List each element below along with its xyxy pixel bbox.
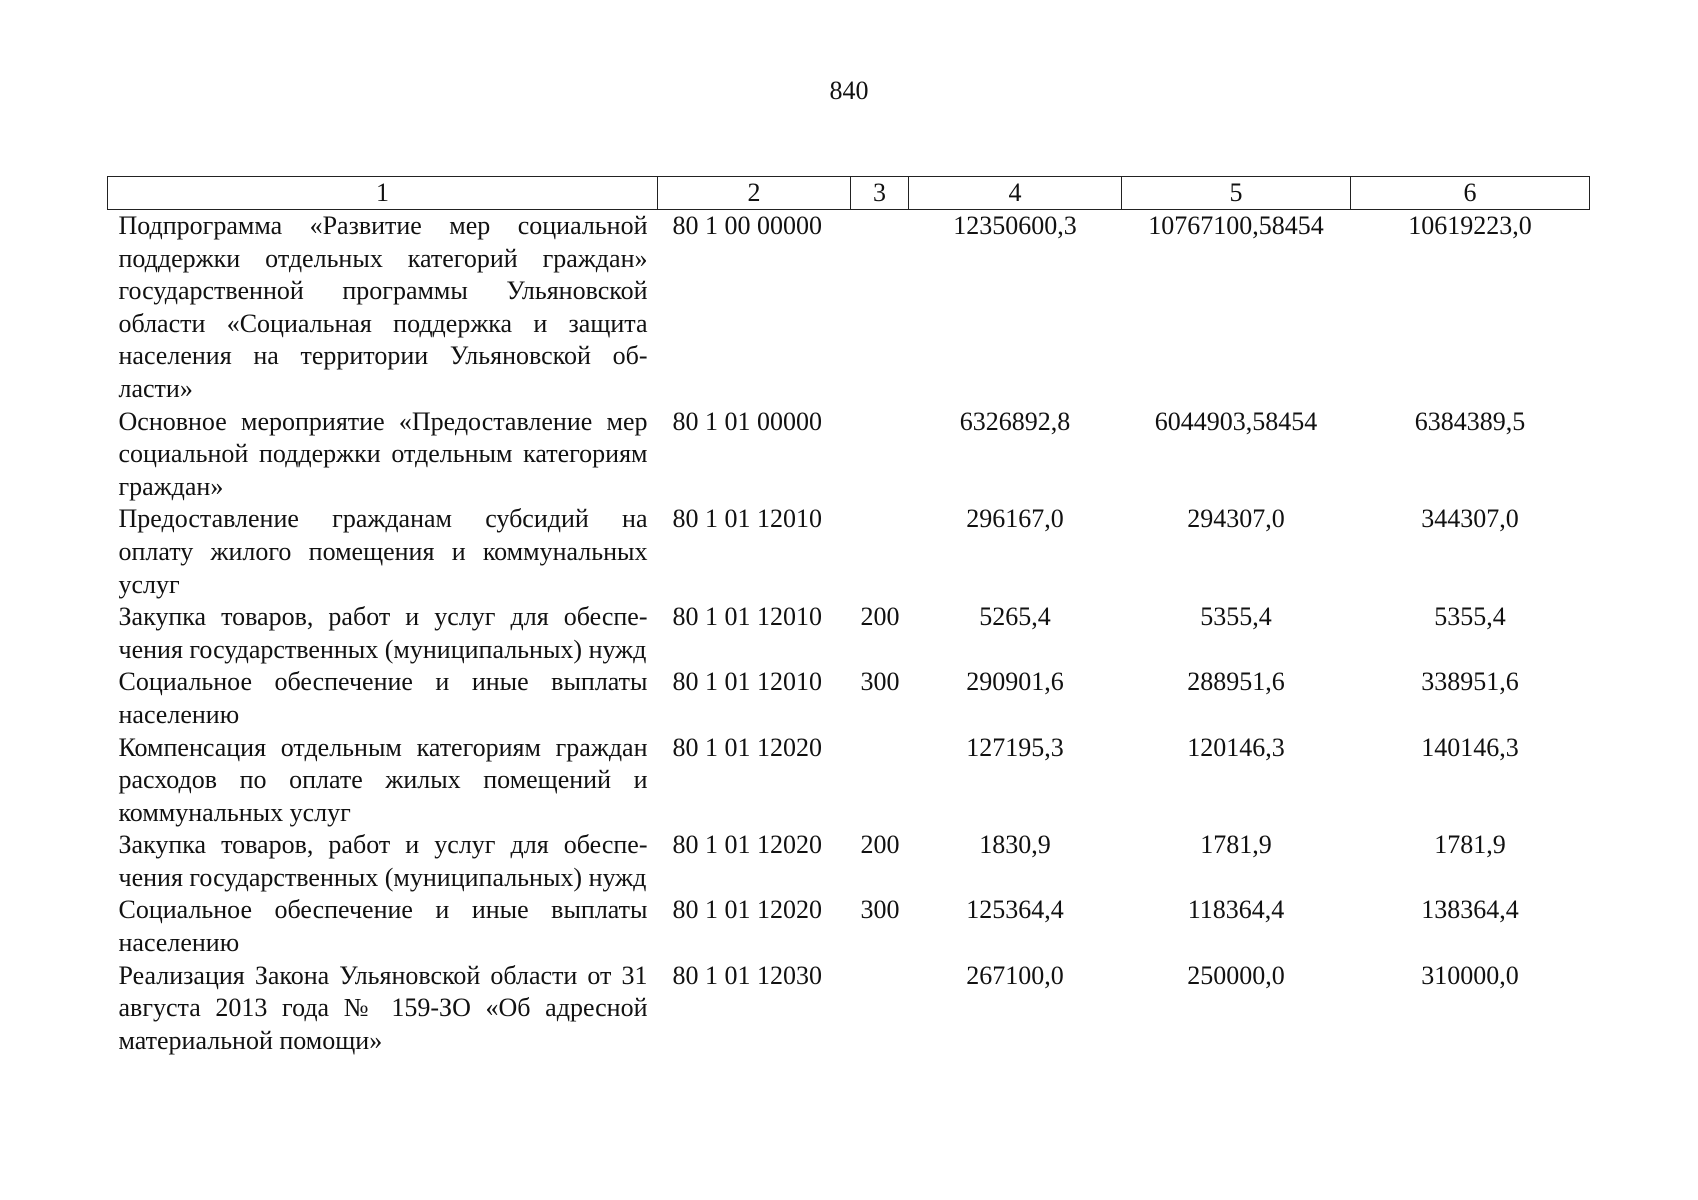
row-name: Компенсация отдельным категориям граждан расходов по оплате жилых помещений и коммунальных услуг <box>118 732 648 827</box>
row-expense-type: 300 <box>860 667 900 697</box>
row-value-col4: 1830,9 <box>979 830 1051 860</box>
row-code: 80 1 00 00000 <box>672 211 822 240</box>
budget-table <box>107 176 1590 1057</box>
row-expense-type <box>851 732 909 830</box>
row-value-col6: 140146,3 <box>1421 732 1519 762</box>
row-value-col5: 288951,6 <box>1187 667 1285 697</box>
row-name: Социальное обеспечение и иные выплаты населению <box>118 895 648 958</box>
row-value-col6: 310000,0 <box>1421 960 1519 990</box>
column-header-2: 2 <box>658 177 851 210</box>
table-row <box>108 666 1590 731</box>
row-code: 80 1 01 12020 <box>672 830 822 860</box>
row-value-col4: 12350600,3 <box>953 211 1077 240</box>
row-name: Подпрограмма «Развитие мер социальной поддержки отдельных категорий граждан» государственной программы Ульяновской области «Социальная поддержка и защита населения на территории Ульяновской области» <box>118 211 648 403</box>
row-expense-type <box>851 960 909 1058</box>
column-header-5: 5 <box>1122 177 1351 210</box>
row-expense-type <box>851 210 909 406</box>
row-code: 80 1 01 12020 <box>672 895 822 925</box>
page-number: 840 <box>829 76 869 105</box>
row-expense-type: 200 <box>860 602 900 632</box>
row-code: 80 1 01 12010 <box>672 667 822 697</box>
row-value-col4: 5265,4 <box>979 602 1051 632</box>
table-row <box>108 894 1590 959</box>
row-code: 80 1 01 12030 <box>672 960 822 990</box>
row-value-col4: 267100,0 <box>966 960 1064 990</box>
table-row <box>108 503 1590 601</box>
row-code: 80 1 01 00000 <box>672 406 822 436</box>
row-value-col5: 1781,9 <box>1200 830 1272 860</box>
table-body <box>108 210 1590 1058</box>
row-value-col6: 344307,0 <box>1421 504 1519 534</box>
row-expense-type <box>851 503 909 601</box>
row-value-col4: 290901,6 <box>966 667 1064 697</box>
row-value-col5: 6044903,58454 <box>1154 406 1318 436</box>
row-value-col5: 118364,4 <box>1187 895 1285 925</box>
row-value-col6: 10619223,0 <box>1408 211 1532 240</box>
table-row <box>108 829 1590 894</box>
row-value-col4: 6326892,8 <box>959 406 1071 436</box>
row-expense-type: 300 <box>860 895 900 925</box>
row-expense-type <box>851 406 909 504</box>
row-name: Реализация Закона Ульяновской области от 31 августа 2013 года № 159-ЗО «Об адресной материальной помощи» <box>118 960 648 1055</box>
row-value-col6: 138364,4 <box>1421 895 1519 925</box>
row-code: 80 1 01 12010 <box>672 602 822 632</box>
row-value-col4: 125364,4 <box>966 895 1064 925</box>
row-value-col5: 294307,0 <box>1187 504 1285 534</box>
row-value-col4: 296167,0 <box>966 504 1064 534</box>
table-row <box>108 732 1590 830</box>
table-row <box>108 406 1590 504</box>
row-value-col5: 5355,4 <box>1200 602 1272 632</box>
column-header-1: 1 <box>108 177 658 210</box>
table-row <box>108 960 1590 1058</box>
column-header-4: 4 <box>909 177 1122 210</box>
column-header-3: 3 <box>851 177 909 210</box>
row-name: Предоставление гражданам субсидий на оплату жилого помещения и коммунальных услуг <box>118 504 648 599</box>
row-expense-type: 200 <box>860 830 900 860</box>
row-code: 80 1 01 12020 <box>672 732 822 762</box>
table-row <box>108 601 1590 666</box>
row-name: Закупка товаров, работ и услуг для обеспечения государственных (муниципальных) нужд <box>118 602 648 664</box>
column-header-6: 6 <box>1351 177 1590 210</box>
row-value-col4: 127195,3 <box>966 732 1064 762</box>
row-name: Социальное обеспечение и иные выплаты населению <box>118 667 648 729</box>
table-header <box>108 177 1590 210</box>
header-row <box>108 177 1590 210</box>
row-value-col6: 338951,6 <box>1421 667 1519 697</box>
row-name: Основное мероприятие «Предоставление мер социальной поддержки отдельным категориям граждан» <box>118 406 648 501</box>
row-value-col5: 250000,0 <box>1187 960 1285 990</box>
row-value-col5: 120146,3 <box>1187 732 1285 762</box>
row-value-col6: 5355,4 <box>1434 602 1506 632</box>
row-code: 80 1 01 12010 <box>672 504 822 534</box>
row-value-col6: 1781,9 <box>1434 830 1506 860</box>
row-value-col6: 6384389,5 <box>1414 406 1526 436</box>
table-row <box>108 210 1590 406</box>
row-name: Закупка товаров, работ и услуг для обеспечения государственных (муниципальных) нужд <box>118 830 648 892</box>
row-value-col5: 10767100,58454 <box>1148 211 1324 240</box>
